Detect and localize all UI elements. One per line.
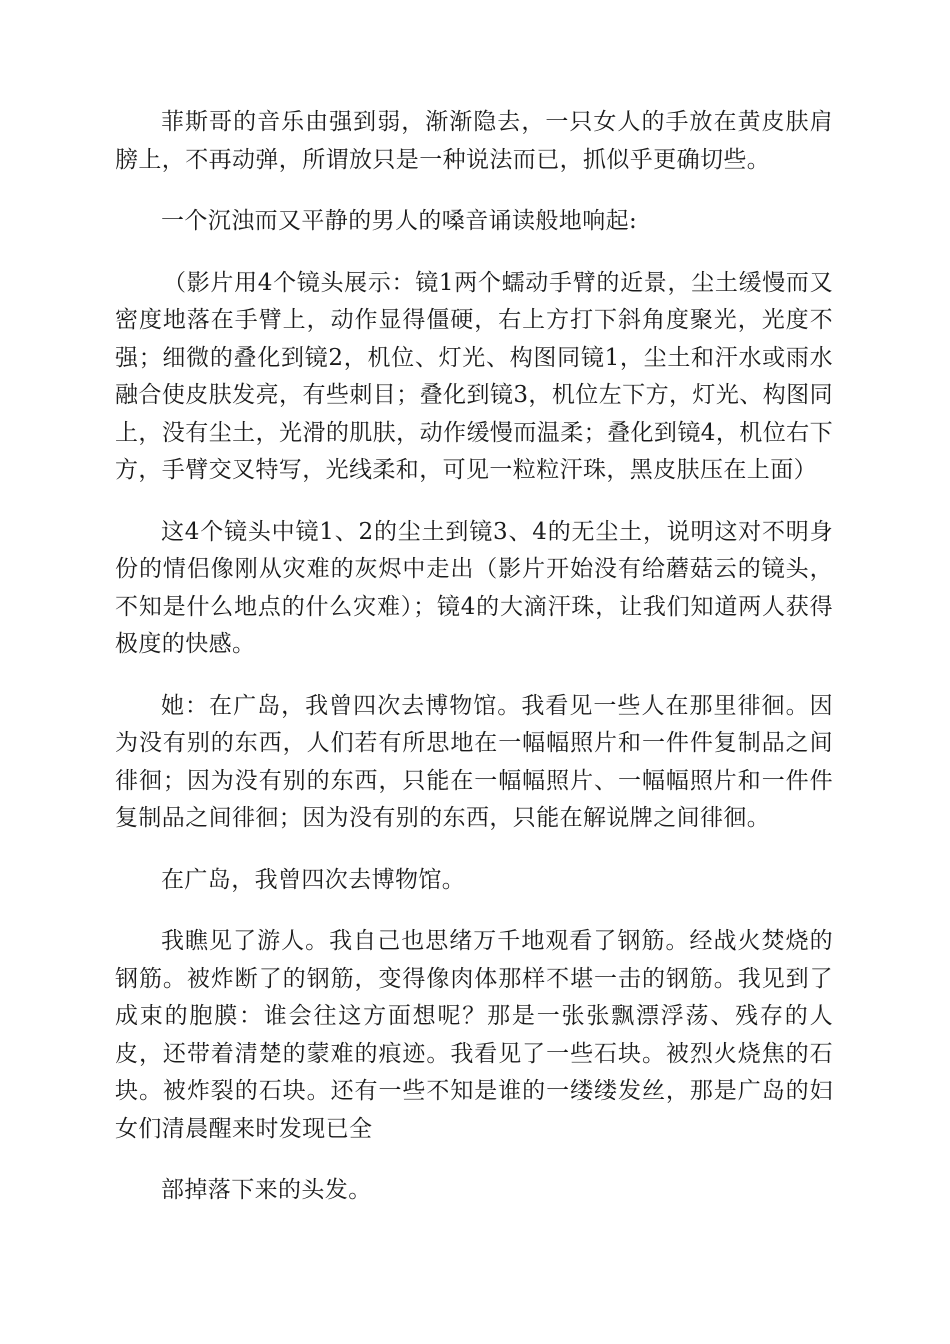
paragraph-1: 菲斯哥的音乐由强到弱，渐渐隐去，一只女人的手放在黄皮肤肩膀上，不再动弹，所谓放只是一种说法而已，抓似乎更确切些。 [115, 109, 833, 173]
paragraph-6: 在广岛，我曾四次去博物馆。 [161, 866, 466, 893]
paragraph-3: （影片用4个镜头展示：镜1两个蠕动手臂的近景，尘土缓慢而又密度地落在手臂上，动作显得僵硬，右上方打下斜角度聚光，光度不强；细微的叠化到镜2，机位、灯光、构图同镜1，尘土和汗水或雨水融合使皮肤发亮，有些刺目；叠化到镜3，机位左下方，灯光、构图同上，没有尘土，光滑的肌肤，动作缓慢而温柔；叠化到镜4，机位右下方，手臂交叉特写，光线柔和，可见一粒粒汗珠，黑皮肤压在上面） [115, 269, 833, 483]
paragraph-8: 部掉落下来的头发。 [161, 1177, 372, 1203]
paragraph-5: 她：在广岛，我曾四次去博物馆。我看见一些人在那里徘徊。因为没有别的东西，人们若有所思地在一幅幅照片和一件件复制品之间徘徊；因为没有别的东西，只能在一幅幅照片、一幅幅照片和一件件复制品之间徘徊；因为没有别的东西，只能在解说牌之间徘徊。 [115, 692, 833, 831]
paragraph-2: 一个沉浊而又平静的男人的嗓音诵读般地响起: [161, 208, 638, 234]
paragraph-7: 我瞧见了游人。我自己也思绪万千地观看了钢筋。经战火焚烧的钢筋。被炸断了的钢筋，变得像肉体那样不堪一击的钢筋。我见到了成束的胞膜：谁会往这方面想呢？那是一张张飘漂浮荡、残存的人皮，还带着清楚的蒙难的痕迹。我看见了一些石块。被烈火烧焦的石块。被炸裂的石块。还有一些不知是谁的一缕缕发丝，那是广岛的妇女们清晨醒来时发现已全 [115, 928, 833, 1142]
document-page [115, 104, 833, 1234]
paragraph-4: 这4个镜头中镜1、2的尘土到镜3、4的无尘土，说明这对不明身份的情侣像刚从灾难的灰烬中走出（影片开始没有给蘑菇云的镜头，不知是什么地点的什么灾难）；镜4的大滴汗珠，让我们知道两人获得极度的快感。 [115, 518, 833, 657]
